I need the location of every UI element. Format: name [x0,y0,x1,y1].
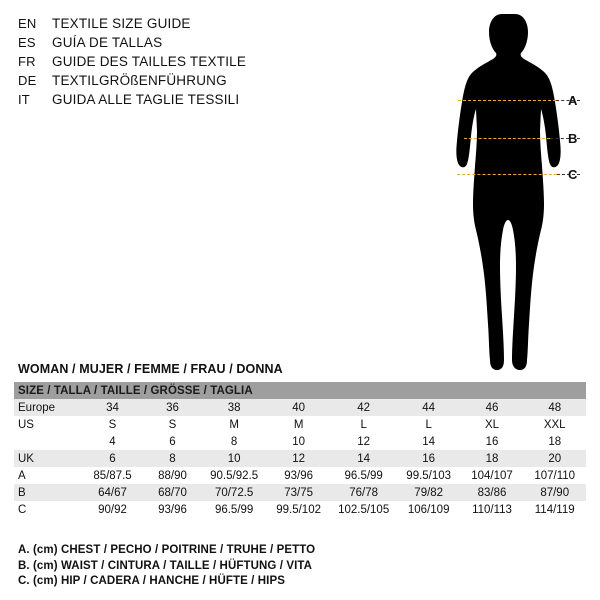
table-cell: M [202,416,267,433]
row-label: UK [14,450,82,467]
size-table [14,382,586,518]
table-cell: 16 [461,433,524,450]
table-cell: 14 [397,433,461,450]
row-label: B [14,484,82,501]
table-cell: 73/75 [267,484,331,501]
table-cell: 40 [267,399,331,416]
table-cell: 4 [82,433,144,450]
table-cell: 36 [143,399,201,416]
language-row [18,73,318,92]
language-text: GUIDE DES TAILLES TEXTILE [52,54,247,69]
table-cell: 38 [202,399,267,416]
language-row [18,35,318,54]
table-cell: 99.5/102 [267,501,331,518]
table-cell: 76/78 [331,484,397,501]
table-cell: 12 [267,450,331,467]
table-cell: S [82,416,144,433]
measurement-notes [18,543,315,590]
language-code: DE [18,73,37,88]
table-cell: XL [461,416,524,433]
table-cell: 44 [397,399,461,416]
table-cell: 88/90 [143,467,201,484]
table-cell: 8 [143,450,201,467]
table-row [14,450,586,467]
note-chest: A. (cm) CHEST / PECHO / POITRINE / TRUHE / PETTO [18,544,316,556]
language-row [18,16,318,35]
table-cell: 6 [82,450,144,467]
table-cell: 64/67 [82,484,144,501]
table-row [14,501,586,518]
table-cell: XXL [523,416,586,433]
table-cell: 79/82 [397,484,461,501]
table-cell: 102.5/105 [331,501,397,518]
hip-measure-line [457,174,557,175]
table-row [14,484,586,501]
note-waist: B. (cm) WAIST / CINTURA / TAILLE / HÜFTUNG / VITA [18,559,313,572]
table-cell: 18 [461,450,524,467]
chest-measure-line [458,100,556,101]
table-cell: 34 [82,399,144,416]
language-row [18,92,318,111]
table-cell: 6 [143,433,201,450]
table-cell: 10 [267,433,331,450]
table-cell: 104/107 [461,467,524,484]
row-label: Europe [14,399,82,416]
row-label: US [14,416,82,433]
row-label: A [14,467,82,484]
table-cell: 87/90 [523,484,586,501]
female-silhouette-icon [430,8,590,378]
table-row [14,467,586,484]
table-cell: 18 [523,433,586,450]
table-cell: 96.5/99 [202,501,267,518]
language-code: FR [18,54,36,69]
language-code: IT [18,92,30,107]
table-row [14,399,586,416]
table-row [14,416,586,433]
table-cell: 93/96 [267,467,331,484]
table-cell: 12 [331,433,397,450]
table-cell: L [331,416,397,433]
table-caption: WOMAN / MUJER / FEMME / FRAU / DONNA [18,362,283,376]
table-cell: L [397,416,461,433]
table-cell: 110/113 [461,501,524,518]
table-cell: 8 [202,433,267,450]
table-cell: 48 [523,399,586,416]
table-cell: S [143,416,201,433]
language-text: TEXTILE SIZE GUIDE [52,16,191,31]
row-label: C [14,501,82,518]
language-text: GUIDA ALLE TAGLIE TESSILI [52,92,240,107]
body-figure [430,8,590,378]
table-cell: 14 [331,450,397,467]
table-cell: 99.5/103 [397,467,461,484]
table-cell: 83/86 [461,484,524,501]
marker-label-c: C [568,167,578,182]
table-cell: 106/109 [397,501,461,518]
language-code: EN [18,16,37,31]
marker-label-b: B [568,131,578,146]
table-cell: 93/96 [143,501,201,518]
table-cell: 70/72.5 [202,484,267,501]
table-cell: 46 [461,399,524,416]
table-cell: 85/87.5 [82,467,144,484]
table-cell: 90/92 [82,501,144,518]
language-legend [18,16,318,111]
table-cell: 96.5/99 [331,467,397,484]
note-hip: C. (cm) HIP / CADERA / HANCHE / HÜFTE / HIPS [18,575,286,587]
table-row [14,433,586,450]
table-cell: 20 [523,450,586,467]
table-cell: M [267,416,331,433]
table-header-row [14,382,586,399]
language-code: ES [18,35,36,50]
language-text: GUÍA DE TALLAS [52,35,163,50]
row-label [14,433,82,450]
language-row [18,54,318,73]
table-cell: 90.5/92.5 [202,467,267,484]
table-cell: 68/70 [143,484,201,501]
table-cell: 42 [331,399,397,416]
table-cell: 10 [202,450,267,467]
table-header-label: SIZE / TALLA / TAILLE / GRÖSSE / TAGLIA [14,382,586,399]
marker-label-a: A [568,93,578,108]
table-cell: 114/119 [523,501,586,518]
waist-measure-line [464,138,550,139]
table-cell: 16 [397,450,461,467]
table-cell: 107/110 [523,467,586,484]
language-text: TEXTILGRÖßENFÜHRUNG [52,73,227,88]
